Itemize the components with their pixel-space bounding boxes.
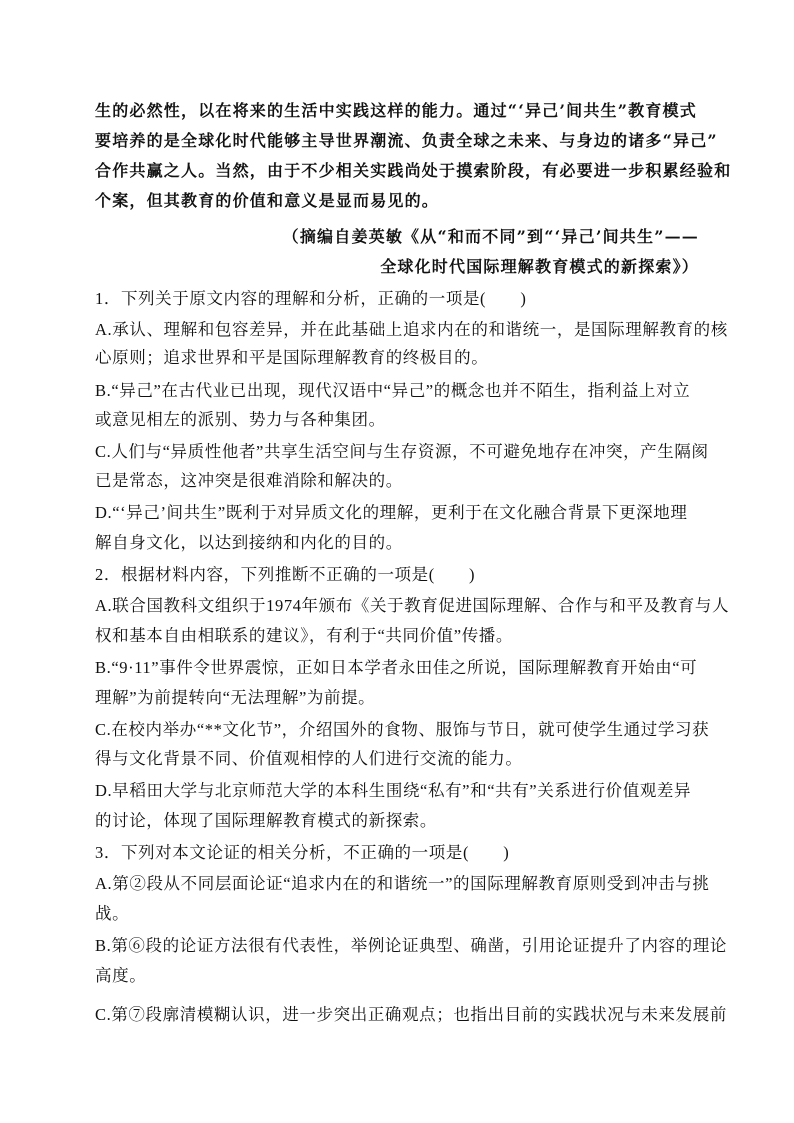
passage-line: 合作共赢之人。当然，由于不少相关实践尚处于摸索阶段，有必要进一步积累经验和 bbox=[95, 161, 732, 180]
option-c-line1: C.人们与“异质性他者”共享生活空间与生存资源，不可避免地存在冲突，产生隔阂 bbox=[95, 442, 709, 461]
question-stem: 1．下列关于原文内容的理解和分析，正确的一项是( ) bbox=[95, 289, 527, 308]
option-d-line1: D.“‘异己’间共生”既利于对异质文化的理解，更利于在文化融合背景下更深地理 bbox=[95, 503, 688, 522]
option-b-line2: 或意见相左的派别、势力与各种集团。 bbox=[95, 410, 386, 429]
option-a-line1: A.承认、理解和包容差异，并在此基础上追求内在的和谐统一，是国际理解教育的核 bbox=[95, 320, 728, 339]
option-a-line2: 心原则；追求世界和平是国际理解教育的终极目的。 bbox=[95, 348, 489, 367]
option-b-line2: 高度。 bbox=[95, 966, 147, 985]
option-c-line1: C.在校内举办“**文化节”，介绍国外的食物、服饰与节日，就可使学生通过学习获 bbox=[95, 720, 710, 739]
citation-line: 全球化时代国际理解教育模式的新探索》） bbox=[380, 257, 699, 276]
option-c-line1: C.第⑦段廓清模糊认识，进一步突出正确观点；也指出目前的实践状况与未来发展前 bbox=[95, 1005, 727, 1024]
option-a-line2: 权和基本自由相联系的建议》，有利于“共同价值”传播。 bbox=[95, 626, 513, 645]
option-b-line2: 理解”为前提转向“无法理解”为前提。 bbox=[95, 688, 376, 707]
option-d-line2: 解自身文化，以达到接纳和内化的目的。 bbox=[95, 533, 403, 552]
option-c-line2: 得与文化背景不同、价值观相悖的人们进行交流的能力。 bbox=[95, 749, 523, 768]
option-d-line2: 的讨论，体现了国际理解教育模式的新探索。 bbox=[95, 811, 437, 830]
passage-line: 要培养的是全球化时代能够主导世界潮流、负责全球之未来、与身边的诸多“异己” bbox=[95, 131, 718, 150]
option-c-line2: 已是常态，这冲突是很难消除和解决的。 bbox=[95, 471, 403, 490]
question-stem: 2．根据材料内容，下列推断不正确的一项是( ) bbox=[95, 565, 476, 584]
option-d-line1: D.早稻田大学与北京师范大学的本科生围绕“私有”和“共有”关系进行价值观差异 bbox=[95, 781, 692, 800]
option-b-line1: B.第⑥段的论证方法很有代表性，举例论证典型、确凿，引用论证提升了内容的理论 bbox=[95, 936, 727, 955]
question-stem: 3．下列对本文论证的相关分析，不正确的一项是( ) bbox=[95, 843, 510, 862]
passage-line: 生的必然性，以在将来的生活中实践这样的能力。通过“‘异己’间共生”教育模式 bbox=[95, 101, 697, 120]
option-a-line1: A.第②段从不同层面论证“追求内在的和谐统一”的国际理解教育原则受到冲击与挑 bbox=[95, 874, 710, 893]
option-b-line1: B.“9·11”事件令世界震惊，正如日本学者永田佳之所说，国际理解教育开始由“可 bbox=[95, 658, 698, 677]
citation-line: （摘编自姜英敏《从“和而不同”到“‘异己’间共生”—— bbox=[282, 227, 699, 246]
option-a-line2: 战。 bbox=[95, 904, 130, 923]
option-b-line1: B.“异己”在古代业已出现，现代汉语中“异己”的概念也并不陌生，指利益上对立 bbox=[95, 381, 691, 400]
passage-line: 个案，但其教育的价值和意义是显而易见的。 bbox=[95, 191, 440, 210]
option-a-line1: A.联合国教科文组织于1974年颁布《关于教育促进国际理解、合作与和平及教育与人 bbox=[95, 596, 730, 615]
